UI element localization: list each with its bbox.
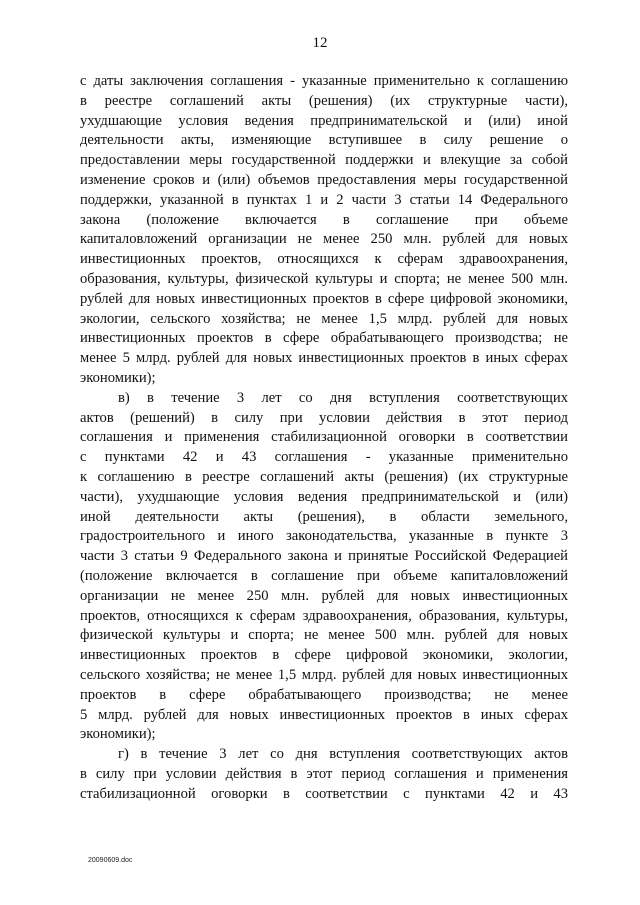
text-line: изменение сроков и (или) объемов предоставления меры государственной — [80, 171, 568, 188]
text-line: экологии, сельского хозяйства; не менее 1,5 млрд. рублей для новых — [80, 310, 568, 327]
text-line: менее 5 млрд. рублей для новых инвестиционных проектов в иных сферах — [80, 350, 568, 367]
text-line: экономики); — [80, 726, 156, 743]
page-number: 12 — [312, 35, 328, 51]
text-line: соглашения и применения стабилизационной оговорки в соответствии — [80, 429, 568, 446]
text-line: с пунктами 42 и 43 соглашения - указанные применительно — [80, 449, 568, 466]
text-line: инвестиционных проектов в сфере обрабатывающего производства; не — [80, 330, 568, 347]
text-line: части), ухудшающие условия ведения предпринимательской и (или) — [80, 488, 568, 505]
text-line: (положение включается в соглашение при объеме капиталовложений — [80, 567, 568, 584]
text-line: с даты заключения соглашения - указанные применительно к соглашению — [80, 73, 568, 89]
text-line: г) в течение 3 лет со дня вступления соответствующих актов — [118, 746, 568, 763]
text-line: иной деятельности акты (решения), в области земельного, — [80, 508, 568, 525]
text-line: части 3 статьи 9 Федерального закона и принятые Российской Федерацией — [80, 548, 568, 565]
paragraph-v — [80, 389, 568, 745]
text-line: проектов, относящихся к сферам здравоохранения, образования, культуры, — [80, 607, 568, 624]
text-line: экономики); — [80, 369, 156, 386]
text-line: в силу при условии действия в этот период соглашения и применения — [80, 765, 568, 782]
text-line: в) в течение 3 лет со дня вступления соответствующих — [118, 389, 568, 406]
text-line: к соглашению в реестре соглашений акты (решения) (их структурные — [80, 468, 568, 485]
paragraph-g — [80, 745, 568, 804]
text-line: поддержки, указанной в пунктах 1 и 2 части 3 статьи 14 Федерального — [80, 191, 568, 208]
text-line: стабилизационной оговорки в соответствии с пунктами 42 и 43 — [80, 785, 568, 802]
text-line: образования, культуры, физической культуры и спорта; не менее 500 млн. — [80, 270, 568, 287]
text-line: в реестре соглашений акты (решения) (их структурные части), — [80, 92, 568, 109]
text-line: ухудшающие условия ведения предпринимательской и (или) иной — [80, 112, 568, 129]
text-line: проектов в сфере обрабатывающего производства; не менее — [80, 686, 568, 703]
text-line: инвестиционных проектов в сфере цифровой экономики, экологии, — [80, 647, 568, 664]
document-body — [80, 72, 568, 804]
text-line: инвестиционных проектов, относящихся к сферам здравоохранения, — [80, 251, 568, 268]
text-line: актов (решений) в силу при условии действия в этот период — [80, 409, 568, 426]
text-line: рублей для новых инвестиционных проектов в сфере цифровой экономики, — [80, 290, 568, 307]
paragraph-continuation — [80, 72, 568, 389]
text-line: 5 млрд. рублей для новых инвестиционных проектов в иных сферах — [80, 706, 568, 723]
text-line: организации не менее 250 млн. рублей для новых инвестиционных — [80, 587, 568, 604]
text-line: предоставлении меры государственной поддержки и влекущие за собой — [80, 152, 568, 169]
text-line: градостроительного и иного законодательства, указанные в пункте 3 — [80, 528, 568, 545]
text-line: сельского хозяйства; не менее 1,5 млрд. рублей для новых инвестиционных — [80, 666, 568, 683]
file-name-footer: 20090609.doc — [88, 857, 133, 864]
text-line: физической культуры и спорта; не менее 500 млн. рублей для новых — [80, 627, 568, 644]
text-line: капиталовложений организации не менее 250 млн. рублей для новых — [80, 231, 568, 248]
text-line: закона (положение включается в соглашение при объеме — [80, 211, 568, 228]
text-line: деятельности акты, изменяющие вступившее в силу решение о — [80, 132, 568, 149]
